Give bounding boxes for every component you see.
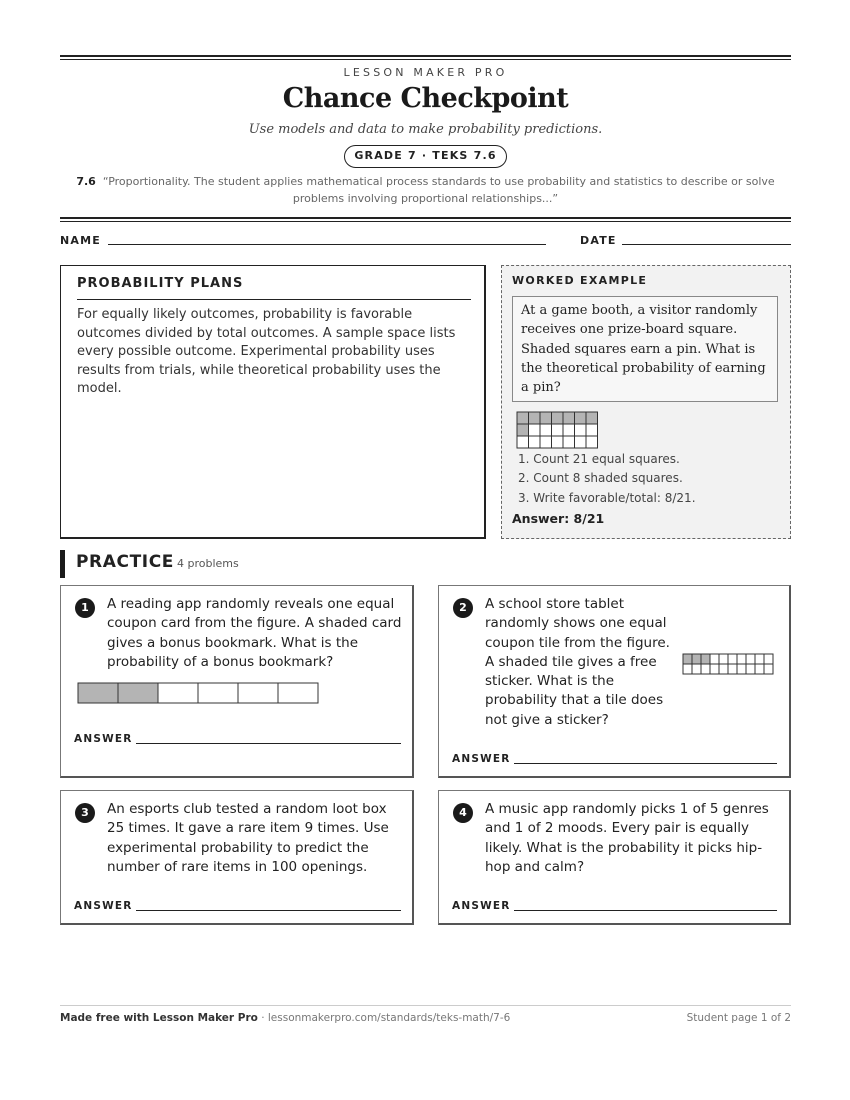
coupon-tile-figure (682, 653, 775, 675)
prize-board-empty-cell (575, 436, 587, 448)
prize-board-empty-cell (586, 436, 598, 448)
brand-label: LESSON MAKER PRO (343, 66, 508, 79)
answer-label: ANSWER (452, 753, 511, 765)
worked-step: 2. Count 8 shaded squares. (518, 471, 683, 486)
prize-board-shaded-cell (552, 412, 564, 424)
coupon-card-empty-cell (278, 683, 318, 703)
problem-text: A music app randomly picks 1 of 5 genres and 1 of 2 moods. Every pair is equally likely. What is the probability it picks hip-hop and calm? (485, 801, 769, 875)
coupon-tile-shaded-cell (683, 654, 692, 664)
coupon-tile-empty-cell (737, 654, 746, 664)
footer-page-number: Student page 1 of 2 (686, 1012, 791, 1024)
plans-text: For equally likely outcomes, probability is favorable outcomes divided by total outcomes. A sample space lists every possible outcome. Experimental probability uses results from trials, while theoretical probability uses the model. (77, 307, 456, 396)
problem-number: 2 (453, 598, 473, 618)
footer-brand: Made free with Lesson Maker Pro (60, 1012, 258, 1024)
coupon-tile-empty-cell (755, 654, 764, 664)
footer-url: · lessonmakerpro.com/standards/teks-math/7-6 (257, 1012, 511, 1024)
coupon-card-empty-cell (198, 683, 238, 703)
worked-step: 3. Write favorable/total: 8/21. (518, 490, 696, 505)
prize-board-shaded-cell (575, 412, 587, 424)
prize-board-empty-cell (563, 436, 575, 448)
worked-example-title: WORKED EXAMPLE (512, 274, 648, 287)
practice-count: 4 problems (177, 557, 239, 570)
footer-credit (60, 1012, 510, 1024)
answer-field-3[interactable] (136, 910, 401, 911)
standard-description (60, 173, 791, 207)
prize-board-empty-cell (552, 436, 564, 448)
standard-code: 7.6 (76, 175, 96, 188)
coupon-card-figure (77, 682, 321, 704)
coupon-tile-empty-cell (692, 664, 701, 674)
coupon-tile-empty-cell (764, 654, 773, 664)
header-bottom-rule (60, 217, 791, 222)
standard-text: “Proportionality. The student applies mathematical process standards to use probability and statistics to describe or solve problems involving proportional relationships...” (102, 175, 775, 205)
prize-board-empty-cell (540, 436, 552, 448)
practice-title: PRACTICE (76, 552, 174, 572)
worksheet-page (60, 0, 791, 1100)
prize-board-shaded-cell (563, 412, 575, 424)
prize-board-empty-cell (529, 424, 541, 436)
problem-card-1 (60, 585, 414, 778)
answer-field-2[interactable] (514, 763, 777, 764)
coupon-tile-empty-cell (746, 664, 755, 674)
problem-text: A reading app randomly reveals one equal coupon card from the figure. A shaded card gives a bonus bookmark. What is the probability of a bonus bookmark? (107, 596, 402, 670)
coupon-card-empty-cell (238, 683, 278, 703)
worked-example-panel (501, 265, 791, 539)
prize-board-shaded-cell (540, 412, 552, 424)
prize-board-empty-cell (529, 436, 541, 448)
prize-board-figure (516, 411, 600, 449)
date-label: DATE (580, 234, 617, 247)
coupon-tile-shaded-cell (692, 654, 701, 664)
top-rule (60, 55, 791, 60)
coupon-tile-empty-cell (719, 664, 728, 674)
problem-number: 3 (75, 803, 95, 823)
problem-number: 1 (75, 598, 95, 618)
name-label: NAME (60, 234, 101, 247)
coupon-tile-empty-cell (701, 664, 710, 674)
prize-board-empty-cell (552, 424, 564, 436)
coupon-tile-empty-cell (719, 654, 728, 664)
coupon-tile-empty-cell (710, 664, 719, 674)
coupon-tile-empty-cell (710, 654, 719, 664)
problem-card-2 (438, 585, 791, 778)
coupon-tile-empty-cell (683, 664, 692, 674)
plans-divider (77, 299, 471, 300)
prize-board-shaded-cell (517, 412, 529, 424)
coupon-card-shaded-cell (78, 683, 118, 703)
page-title: Chance Checkpoint (282, 83, 569, 114)
answer-field-4[interactable] (514, 910, 777, 911)
grade-badge: GRADE 7 · TEKS 7.6 (344, 145, 507, 168)
coupon-card-empty-cell (158, 683, 198, 703)
name-field[interactable] (108, 244, 546, 245)
worked-example-steps (518, 450, 696, 508)
worked-example-problem: At a game booth, a visitor randomly receives one prize-board square. Shaded squares earn a pin. What is the theoretical probability of earning a pin? (512, 296, 778, 402)
answer-label: ANSWER (74, 900, 133, 912)
answer-field-1[interactable] (136, 743, 401, 744)
coupon-tile-empty-cell (764, 664, 773, 674)
coupon-tile-empty-cell (755, 664, 764, 674)
worked-step: 1. Count 21 equal squares. (518, 452, 680, 466)
prize-board-empty-cell (517, 436, 529, 448)
coupon-tile-empty-cell (728, 654, 737, 664)
page-subtitle: Use models and data to make probability predictions. (248, 122, 603, 137)
coupon-card-shaded-cell (118, 683, 158, 703)
prize-board-shaded-cell (529, 412, 541, 424)
prize-board-shaded-cell (517, 424, 529, 436)
practice-accent-bar (60, 550, 65, 578)
footer-divider (60, 1005, 791, 1006)
prize-board-empty-cell (563, 424, 575, 436)
coupon-tile-empty-cell (737, 664, 746, 674)
prize-board-shaded-cell (586, 412, 598, 424)
answer-label: ANSWER (452, 900, 511, 912)
coupon-tile-empty-cell (728, 664, 737, 674)
plans-title: PROBABILITY PLANS (77, 276, 244, 291)
prize-board-empty-cell (575, 424, 587, 436)
worked-example-answer: Answer: 8/21 (512, 511, 605, 526)
coupon-tile-empty-cell (746, 654, 755, 664)
date-field[interactable] (622, 244, 791, 245)
problem-text: A school store tablet randomly shows one equal coupon tile from the figure. A shaded tile gives a free sticker. What is the probability that a tile does not give a sticker? (485, 596, 670, 728)
problem-card-4 (438, 790, 791, 925)
probability-plans-panel (60, 265, 486, 539)
coupon-tile-shaded-cell (701, 654, 710, 664)
answer-label: ANSWER (74, 733, 133, 745)
prize-board-empty-cell (586, 424, 598, 436)
problem-number: 4 (453, 803, 473, 823)
problem-text: An esports club tested a random loot box 25 times. It gave a rare item 9 times. Use experimental probability to predict the number of rare items in 100 openings. (107, 801, 389, 875)
problem-card-3 (60, 790, 414, 925)
prize-board-empty-cell (540, 424, 552, 436)
